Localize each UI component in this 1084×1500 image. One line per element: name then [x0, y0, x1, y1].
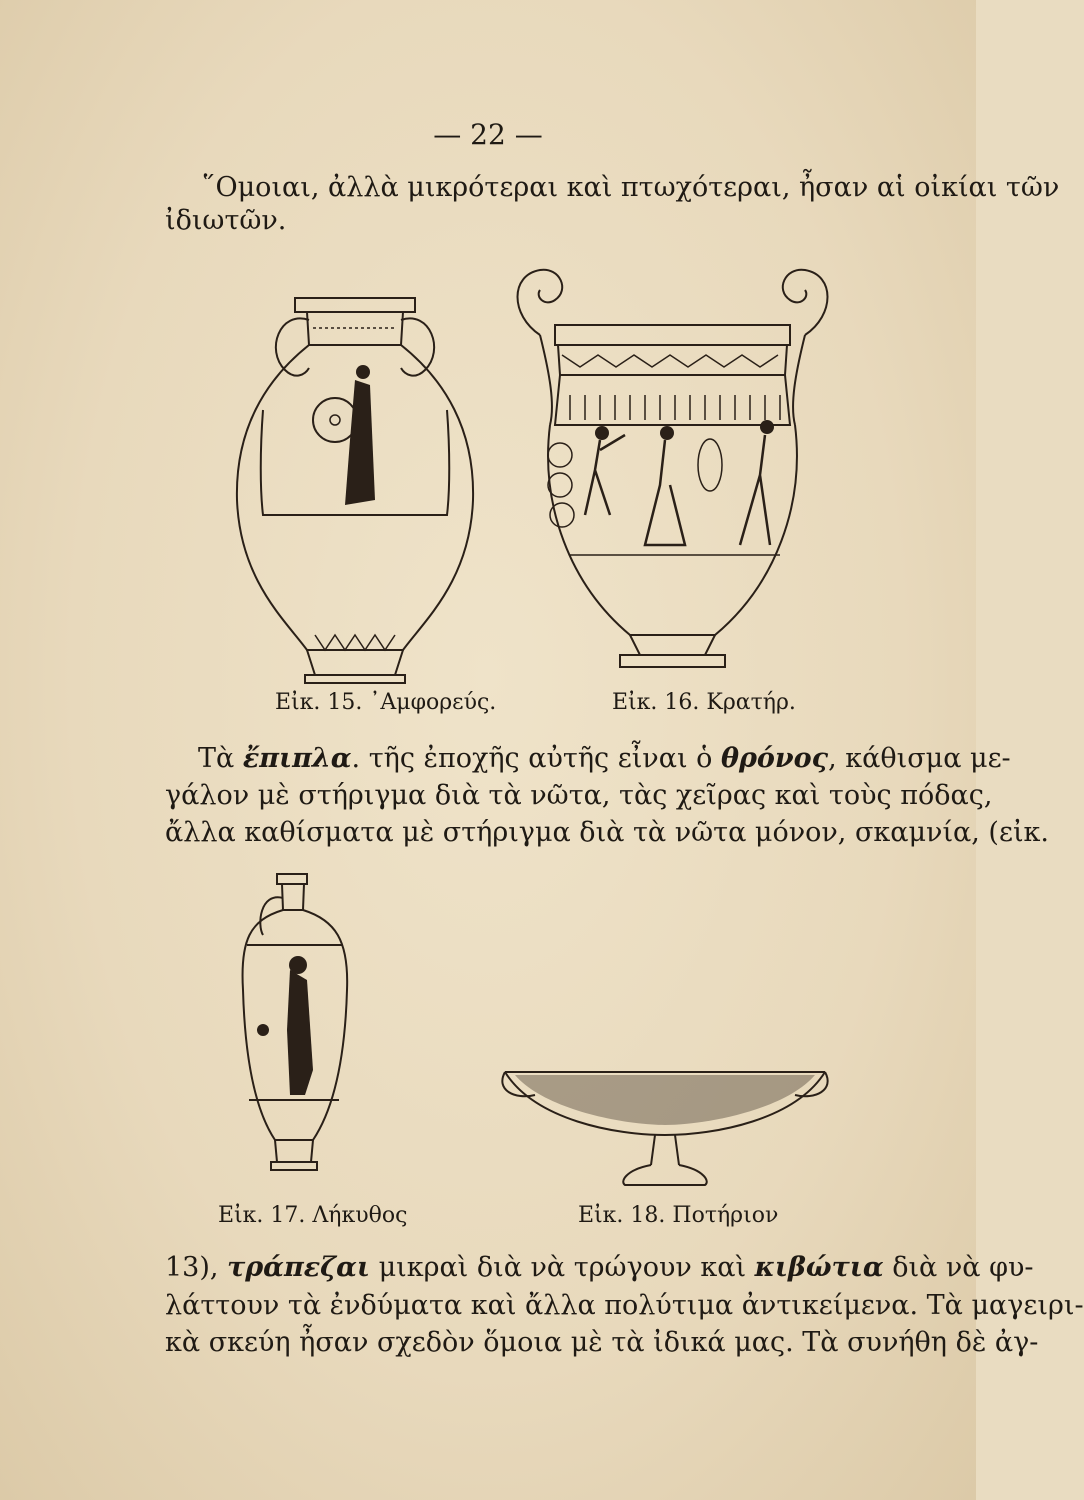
para2-text: διὰ νὰ φυ-: [883, 1252, 1034, 1283]
lekythos-illustration: [235, 870, 355, 1175]
term-throne: θρόνος: [720, 743, 829, 774]
fig15-caption: Εἰκ. 15. ᾿Αμφορεύς.: [275, 690, 497, 715]
page-number: — 22 —: [433, 118, 543, 151]
kylix-illustration: [475, 1060, 855, 1195]
para2-text: μικραὶ διὰ νὰ τρώγουν καὶ: [369, 1252, 755, 1283]
para1-line-2: γάλον μὲ στήριγμα διὰ τὰ νῶτα, τὰς χεῖρας καὶ τοὺς πόδας,: [165, 780, 993, 811]
krater-illustration: [500, 255, 845, 690]
amphora-illustration: [225, 290, 485, 690]
para1-text: , κάθισμα με-: [828, 743, 1011, 774]
para1-line-3: ἄλλα καθίσματα μὲ στήριγμα διὰ τὰ νῶτα μόνον, σκαμνία, (εἰκ.: [165, 817, 1049, 848]
para2-line-1: [165, 1252, 1034, 1284]
term-tables: τράπεζαι: [227, 1252, 370, 1283]
term-chests: κιβώτια: [754, 1252, 884, 1283]
para1-text: . τῆς ἐποχῆς αὐτῆς εἶναι ὁ: [351, 743, 721, 774]
para2-text: 13),: [165, 1252, 228, 1283]
term-furniture: ἔπιπλα: [242, 743, 352, 774]
para1-text: Τὰ: [198, 743, 243, 774]
fig18-caption: Εἰκ. 18. Ποτήριον: [578, 1203, 779, 1228]
para2-line-2: λάττουν τὰ ἐνδύματα καὶ ἄλλα πολύτιμα ἀντικείμενα. Τὰ μαγειρι-: [165, 1290, 1084, 1321]
para1-line-1: [198, 743, 1011, 775]
intro-line-2: ἰδιωτῶν.: [165, 205, 287, 236]
intro-line-1: ῞Ομοιαι, ἀλλὰ μικρότεραι καὶ πτωχότεραι, ἦσαν αἱ οἰκίαι τῶν: [202, 172, 1060, 203]
fig16-caption: Εἰκ. 16. Κρατήρ.: [612, 690, 796, 715]
fig17-caption: Εἰκ. 17. Λήκυθος: [218, 1203, 408, 1228]
para2-line-3: κὰ σκεύη ἦσαν σχεδὸν ὅμοια μὲ τὰ ἰδικά μας. Τὰ συνήθη δὲ ἀγ-: [165, 1327, 1039, 1358]
